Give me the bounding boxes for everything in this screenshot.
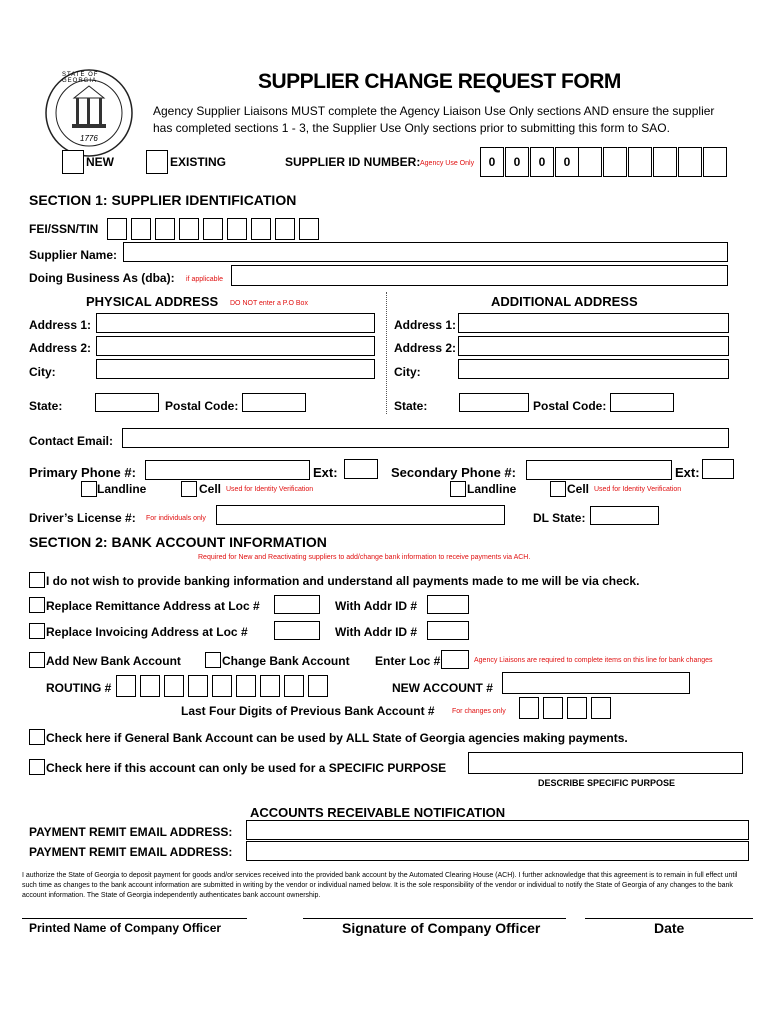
printed-name-line xyxy=(22,918,247,919)
change-bank-checkbox[interactable] xyxy=(205,652,221,668)
physical-address1-input[interactable] xyxy=(96,313,375,333)
section2-required-note: Required for New and Reactivating suppliers to add/change bank information to receive payments via ACH. xyxy=(198,554,531,561)
primary-ext-input[interactable] xyxy=(344,459,378,479)
secondary-cell-checkbox[interactable] xyxy=(550,481,566,497)
specific-purpose-checkbox[interactable] xyxy=(29,759,45,775)
primary-landline-label: Landline xyxy=(97,482,147,496)
replace-invoice-addr-input[interactable] xyxy=(427,621,469,640)
dba-input[interactable] xyxy=(231,265,728,286)
secondary-cell-label: Cell xyxy=(567,482,590,496)
ar-heading: ACCOUNTS RECEIVABLE NOTIFICATION xyxy=(250,805,506,820)
specific-purpose-label: Check here if this account can only be used for a SPECIFIC PURPOSE xyxy=(46,761,447,775)
supplier-id-digit[interactable] xyxy=(703,147,727,177)
additional-city-label: City: xyxy=(394,365,421,379)
existing-checkbox[interactable] xyxy=(146,150,168,174)
additional-address1-input[interactable] xyxy=(458,313,729,333)
drivers-license-label: Driver’s License #: xyxy=(29,511,136,525)
supplier-id-digit[interactable] xyxy=(678,147,702,177)
city-label: City: xyxy=(29,365,56,379)
additional-address2-label: Address 2: xyxy=(394,341,457,355)
primary-cell-note: Used for Identity Verification xyxy=(226,486,314,493)
intro-line-2: has completed sections 1 - 3, the Supplier Use Only sections prior to submitting this form to SAO. xyxy=(153,121,670,135)
authorization-text: I authorize the State of Georgia to deposit payment for goods and/or services received into the provided bank account by the Automated Clearing House (ACH). I further acknowledge that this agreement is to remain in full effect until such time as changes to the bank account information are submitted in writing by the vendor or individual named below. It is the sole responsibility of the vendor or individual to notify the State of Georgia of any changes to the bank account information. The State of Georgia independently authenticates bank account ownership. xyxy=(22,872,738,899)
address-divider xyxy=(386,292,387,414)
general-account-checkbox[interactable] xyxy=(29,729,45,745)
additional-address2-input[interactable] xyxy=(458,336,729,356)
new-account-label: NEW ACCOUNT # xyxy=(392,681,493,695)
replace-remit-loc-input[interactable] xyxy=(274,595,320,614)
date-line xyxy=(585,918,753,919)
section1-heading: SECTION 1: SUPPLIER IDENTIFICATION xyxy=(29,192,297,208)
physical-address-note: DO NOT enter a P.O Box xyxy=(230,300,308,307)
dba-note: if applicable xyxy=(186,276,223,283)
secondary-phone-label: Secondary Phone #: xyxy=(391,465,516,480)
signature-line xyxy=(303,918,566,919)
fei-label: FEI/SSN/TIN xyxy=(29,222,99,236)
last-four-label: Last Four Digits of Previous Bank Account # xyxy=(181,704,435,718)
dba-label: Doing Business As (dba): xyxy=(29,271,175,285)
replace-invoice-label: Replace Invoicing Address at Loc # xyxy=(46,625,248,639)
replace-remit-checkbox[interactable] xyxy=(29,597,45,613)
new-checkbox[interactable] xyxy=(62,150,84,174)
routing-label: ROUTING # xyxy=(46,681,112,695)
with-addr-label: With Addr ID # xyxy=(335,625,418,639)
secondary-cell-note: Used for Identity Verification xyxy=(594,486,682,493)
drivers-license-input[interactable] xyxy=(216,505,505,525)
printed-name-label: Printed Name of Company Officer xyxy=(29,921,222,935)
postal-code-label: Postal Code: xyxy=(165,399,239,413)
secondary-phone-input[interactable] xyxy=(526,460,672,480)
drivers-license-note: For individuals only xyxy=(146,515,206,522)
new-label: NEW xyxy=(86,155,114,169)
replace-remit-addr-input[interactable] xyxy=(427,595,469,614)
remit-email-label-1: PAYMENT REMIT EMAIL ADDRESS: xyxy=(29,825,233,839)
secondary-landline-label: Landline xyxy=(467,482,517,496)
supplier-id-digit[interactable] xyxy=(603,147,627,177)
primary-ext-label: Ext: xyxy=(313,465,338,480)
new-account-input[interactable] xyxy=(502,672,690,694)
no-banking-label: I do not wish to provide banking information and understand all payments made to me will be via check. xyxy=(46,574,640,588)
remit-email-input-2[interactable] xyxy=(246,841,749,861)
no-banking-checkbox[interactable] xyxy=(29,572,45,588)
enter-loc-label: Enter Loc # xyxy=(375,654,441,668)
primary-cell-checkbox[interactable] xyxy=(181,481,197,497)
additional-state-input[interactable] xyxy=(459,393,529,412)
supplier-id-note: Agency Use Only xyxy=(420,160,475,167)
additional-postal-input[interactable] xyxy=(610,393,674,412)
change-bank-label: Change Bank Account xyxy=(222,654,350,668)
remit-email-label-2: PAYMENT REMIT EMAIL ADDRESS: xyxy=(29,845,233,859)
replace-invoice-checkbox[interactable] xyxy=(29,623,45,639)
secondary-ext-input[interactable] xyxy=(702,459,734,479)
address1-label: Address 1: xyxy=(29,318,92,332)
liaison-note: Agency Liaisons are required to complete items on this line for bank changes xyxy=(474,657,713,664)
date-label: Date xyxy=(654,920,685,936)
enter-loc-input[interactable] xyxy=(441,650,469,669)
replace-remit-label: Replace Remittance Address at Loc # xyxy=(46,599,260,613)
primary-cell-label: Cell xyxy=(199,482,222,496)
supplier-id-digit[interactable]: 0 xyxy=(480,147,504,177)
dl-state-input[interactable] xyxy=(590,506,659,525)
additional-address1-label: Address 1: xyxy=(394,318,457,332)
supplier-id-digit[interactable] xyxy=(628,147,652,177)
add-new-bank-label: Add New Bank Account xyxy=(46,654,181,668)
address2-label: Address 2: xyxy=(29,341,92,355)
supplier-id-digit[interactable] xyxy=(578,147,602,177)
specific-purpose-input[interactable] xyxy=(468,752,743,774)
contact-email-input[interactable] xyxy=(122,428,729,448)
general-account-label: Check here if General Bank Account can be used by ALL State of Georgia agencies making payments. xyxy=(46,731,628,745)
physical-address2-input[interactable] xyxy=(96,336,375,356)
additional-address-heading: ADDITIONAL ADDRESS xyxy=(491,294,638,309)
supplier-name-input[interactable] xyxy=(123,242,728,262)
seal-text: STATE OF GEORGIA xyxy=(62,72,99,84)
additional-city-input[interactable] xyxy=(458,359,729,379)
supplier-name-label: Supplier Name: xyxy=(29,248,118,262)
dl-state-label: DL State: xyxy=(533,511,586,525)
physical-city-input[interactable] xyxy=(96,359,375,379)
contact-email-label: Contact Email: xyxy=(29,434,114,448)
section2-heading: SECTION 2: BANK ACCOUNT INFORMATION xyxy=(29,534,327,550)
state-label: State: xyxy=(29,399,63,413)
additional-state-label: State: xyxy=(394,399,428,413)
describe-purpose-label: DESCRIBE SPECIFIC PURPOSE xyxy=(538,778,676,788)
additional-postal-label: Postal Code: xyxy=(533,399,607,413)
with-addr-label: With Addr ID # xyxy=(335,599,418,613)
physical-state-input[interactable] xyxy=(95,393,159,412)
secondary-landline-checkbox[interactable] xyxy=(450,481,466,497)
supplier-id-digit[interactable]: 0 xyxy=(505,147,529,177)
state-seal xyxy=(44,68,134,158)
existing-label: EXISTING xyxy=(170,155,227,169)
replace-invoice-loc-input[interactable] xyxy=(274,621,320,640)
supplier-id-digit[interactable] xyxy=(653,147,677,177)
primary-phone-label: Primary Phone #: xyxy=(29,465,136,480)
primary-landline-checkbox[interactable] xyxy=(81,481,97,497)
form-title: SUPPLIER CHANGE REQUEST FORM xyxy=(258,70,621,93)
add-new-bank-checkbox[interactable] xyxy=(29,652,45,668)
primary-phone-input[interactable] xyxy=(145,460,310,480)
secondary-ext-label: Ext: xyxy=(675,465,700,480)
supplier-id-digit[interactable]: 0 xyxy=(530,147,554,177)
seal-year: 1776 xyxy=(80,134,98,143)
supplier-id-digit[interactable]: 0 xyxy=(555,147,579,177)
physical-postal-input[interactable] xyxy=(242,393,306,412)
physical-address-heading: PHYSICAL ADDRESS xyxy=(86,294,219,309)
signature-label: Signature of Company Officer xyxy=(342,920,541,936)
supplier-id-label: SUPPLIER ID NUMBER: xyxy=(285,155,421,169)
remit-email-input-1[interactable] xyxy=(246,820,749,840)
intro-line-1: Agency Supplier Liaisons MUST complete the Agency Liaison Use Only sections AND ensure the supplier xyxy=(153,104,715,118)
last-four-note: For changes only xyxy=(452,708,506,715)
